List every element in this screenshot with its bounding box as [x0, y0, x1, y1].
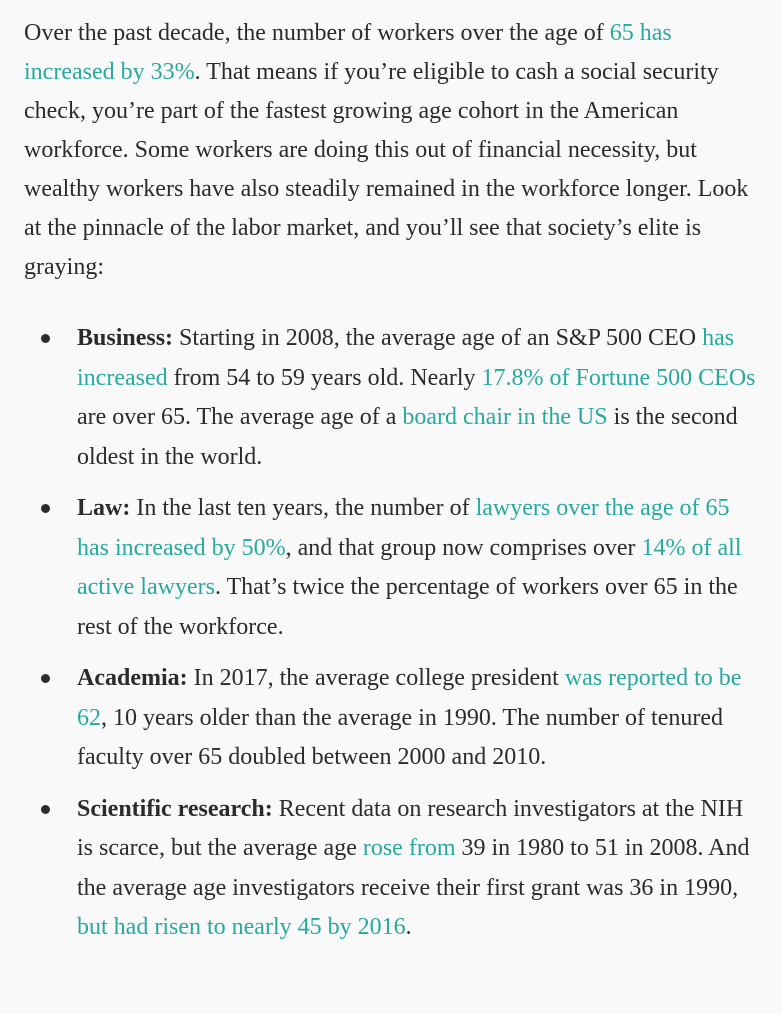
body-text: In the last ten years, the number of [130, 495, 476, 521]
bullet-icon [41, 805, 50, 814]
body-text: Recent data on research investigators at the NIH is scarce, but the average age [77, 795, 744, 861]
bullet-icon [41, 504, 50, 513]
intro-link-65-has-increased[interactable]: 65 has increased by 33% [24, 20, 672, 85]
bullet-list [24, 319, 758, 948]
list-item [24, 659, 758, 778]
body-text: from 54 to 59 years old. Nearly [167, 364, 482, 391]
body-text: . That’s twice the percentage of workers over 65 in the rest of the workforce. [77, 574, 738, 640]
inline-link[interactable]: 17.8% of Fortune 500 CEOs [481, 364, 756, 391]
body-text: 39 in 1980 to 51 in 2008. And the average age investigators receive their first grant was 36 in 1990, [77, 835, 750, 901]
article-body [0, 14, 782, 948]
inline-link[interactable]: but had risen to nearly 45 by 2016 [77, 914, 406, 940]
intro-paragraph [24, 14, 758, 287]
body-text: . [405, 914, 412, 940]
inline-link[interactable]: rose from [362, 835, 456, 861]
list-item-term: Academia: [77, 665, 188, 691]
body-text: In 2017, the average college president [187, 665, 565, 691]
body-text: , 10 years older than the average in 1990. The number of tenured faculty over 65 doubled between 2000 and 2010. [77, 704, 724, 770]
body-text: is the second oldest in the world. [77, 404, 738, 470]
list-item [24, 790, 758, 948]
list-item-term: Scientific research: [77, 795, 273, 822]
body-text: Starting in 2008, the average age of an S&P 500 CEO [173, 325, 703, 351]
intro-text: . That means if you’re eligible to cash a social security check, you’re part of the fastest growing age cohort in the American workforce. Some workers are doing this out of financial necessity, but wealthy workers have also steadily remained in the workforce longer. Look at the pinnacle of the labor market, and you’ll see that society’s elite is graying: [24, 59, 749, 280]
inline-link[interactable]: 14% of all active lawyers [77, 534, 742, 600]
intro-text: Over the past decade, the number of workers over the age of [24, 20, 610, 46]
body-text: , and that group now comprises over [285, 534, 642, 561]
inline-link[interactable]: was reported to be 62 [77, 665, 742, 731]
inline-link[interactable]: lawyers over the age of 65 has increased by 50% [77, 495, 730, 561]
list-item-term: Business: [77, 325, 174, 351]
bullet-icon [41, 674, 50, 683]
list-item [24, 489, 758, 647]
inline-link[interactable]: board chair in the US [402, 404, 608, 430]
inline-link[interactable]: has increased [77, 325, 735, 391]
bullet-icon [41, 334, 50, 343]
list-item [24, 319, 758, 477]
list-item-term: Law: [77, 495, 131, 521]
body-text: are over 65. The average age of a [77, 404, 403, 430]
